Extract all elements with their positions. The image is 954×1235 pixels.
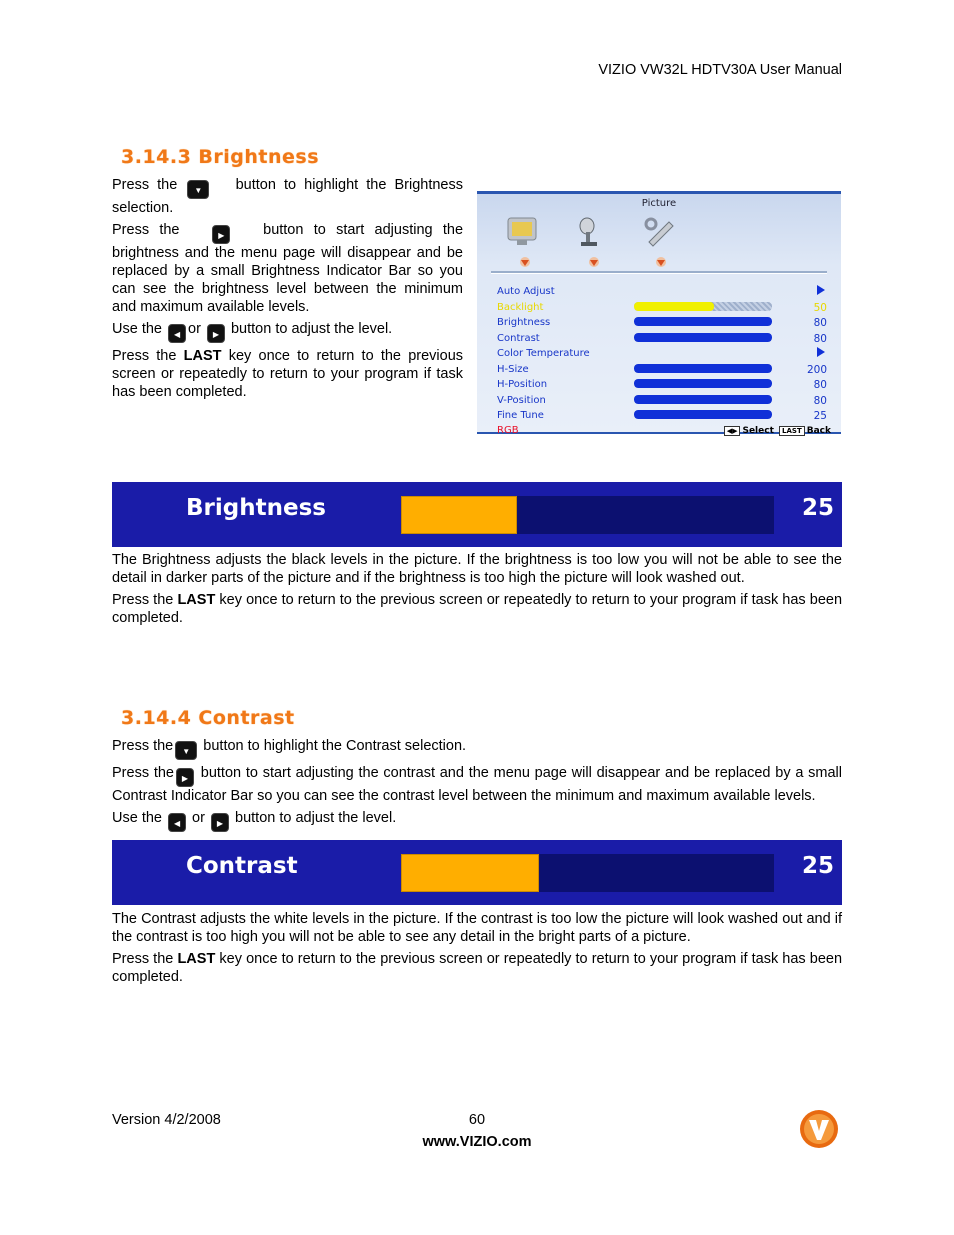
- submenu-arrow-icon: [817, 285, 825, 295]
- nav-arrows-key-icon: ◀▶: [724, 426, 741, 436]
- down-arrow-icon: [586, 256, 602, 268]
- brightness-description: [112, 551, 842, 631]
- contrast-description: [112, 910, 842, 990]
- text-span: button to start adjusting the contrast and the menu page will disappear and be replaced by a small Contrast Indicator Bar so you can see the contrast level between the minimum and maximum available levels.: [112, 765, 843, 804]
- menu-title: Picture: [641, 198, 677, 209]
- menu-item-level-fill: [634, 333, 772, 342]
- text-span: button to start adjusting the brightness and the menu page will disappear and be replaced by a small Brightness Indicator Bar so you can see the brightness level between the minimum and maximum available levels.: [112, 222, 464, 315]
- menu-item-value: 50: [813, 301, 827, 314]
- menu-item[interactable]: [497, 407, 827, 422]
- menu-item[interactable]: [497, 392, 827, 407]
- page-number: 60: [468, 1112, 486, 1128]
- text-span: Press the: [112, 348, 177, 364]
- menu-item-level-fill: [634, 317, 772, 326]
- right-arrow-key-icon: ▶: [212, 225, 230, 244]
- menu-item-level-bar: [634, 302, 772, 311]
- menu-item-level-bar: [634, 364, 772, 373]
- right-arrow-key-icon: ▶: [207, 324, 225, 343]
- brightness-level-fill: [401, 496, 517, 534]
- text-span: key once to return to the previous screen or repeatedly to return to your program if task has been completed.: [112, 951, 843, 985]
- text-span: or: [192, 810, 205, 826]
- menu-item[interactable]: [497, 345, 827, 360]
- down-arrow-icon: [653, 256, 669, 268]
- contrast-instructions: [112, 737, 842, 836]
- menu-item[interactable]: [497, 376, 827, 391]
- menu-item-level-bar: [634, 333, 772, 342]
- last-key-label: LAST: [177, 592, 216, 608]
- menu-nav-hints: [722, 422, 831, 440]
- menu-item-level-fill: [634, 364, 772, 373]
- menu-item[interactable]: [497, 283, 827, 298]
- menu-item-label: Brightness: [497, 317, 551, 328]
- contrast-last-note: [112, 950, 842, 986]
- brightness-instructions: [112, 176, 463, 405]
- contrast-indicator-bar: [112, 840, 842, 905]
- last-key-icon: LAST: [779, 426, 805, 436]
- text-span: key once to return to the previous screen or repeatedly to return to your program if task has been completed.: [112, 348, 464, 400]
- text-span: Press the: [112, 592, 174, 608]
- right-arrow-key-icon: ▶: [176, 768, 194, 787]
- manual-title: VIZIO VW32L HDTV30A User Manual: [598, 62, 842, 78]
- menu-item[interactable]: [497, 361, 827, 376]
- menu-item-level-fill: [634, 302, 714, 311]
- menu-item[interactable]: [497, 314, 827, 329]
- menu-item[interactable]: [497, 299, 827, 314]
- menu-item-label: Backlight: [497, 301, 544, 313]
- text-span: button to highlight the Brightness selection.: [112, 177, 463, 216]
- back-hint: Back: [806, 426, 831, 436]
- brightness-level-track: [401, 496, 774, 534]
- contrast-step-2: [112, 764, 842, 805]
- down-arrow-key-icon: ▼: [175, 741, 197, 760]
- menu-item-level-fill: [634, 379, 772, 388]
- text-span: Press the: [112, 765, 174, 781]
- right-arrow-key-icon: ▶: [211, 813, 229, 832]
- picture-menu-screenshot: [477, 191, 841, 434]
- left-arrow-key-icon: ◀: [168, 324, 186, 343]
- brightness-step-4: [112, 347, 463, 401]
- menu-item-level-fill: [634, 410, 772, 419]
- menu-item-level-bar: [634, 410, 772, 419]
- menu-item-value: 80: [813, 394, 827, 407]
- menu-item-value: 200: [806, 363, 827, 376]
- brightness-indicator-value: 25: [801, 495, 834, 521]
- contrast-level-track: [401, 854, 774, 892]
- contrast-step-1: [112, 737, 842, 760]
- contrast-step-3: [112, 809, 842, 832]
- version-label: Version 4/2/2008: [112, 1112, 221, 1128]
- brightness-indicator-label: Brightness: [186, 495, 326, 521]
- submenu-arrow-icon: [817, 347, 825, 357]
- vizio-logo-icon: [799, 1109, 839, 1149]
- menu-item-label: Color Temperature: [497, 348, 590, 359]
- last-key-label: LAST: [177, 951, 216, 967]
- menu-item-value: 25: [813, 410, 827, 422]
- menu-item-level-fill: [634, 395, 772, 404]
- brightness-step-2: [112, 221, 463, 316]
- menu-item-value: 80: [813, 332, 827, 345]
- text-span: button to adjust the level.: [235, 810, 397, 826]
- menu-item-level-bar: [634, 379, 772, 388]
- website-url[interactable]: www.VIZIO.com: [422, 1134, 532, 1150]
- menu-item-label: Auto Adjust: [497, 286, 555, 297]
- brightness-step-1: [112, 176, 463, 217]
- text-span: Use the: [112, 810, 162, 826]
- select-hint: Select: [742, 426, 774, 436]
- contrast-indicator-label: Contrast: [186, 853, 298, 879]
- contrast-heading: 3.14.4 Contrast: [121, 707, 295, 729]
- menu-item-label: Contrast: [497, 332, 540, 344]
- menu-item-value: 80: [813, 379, 827, 391]
- brightness-last-note: [112, 591, 842, 627]
- text-span: button to highlight the Contrast selection.: [203, 738, 467, 754]
- down-arrow-key-icon: ▼: [187, 180, 209, 199]
- menu-item-label: H-Position: [497, 379, 548, 390]
- wrench-settings-icon: [643, 216, 677, 248]
- menu-item-value: 80: [813, 317, 827, 329]
- menu-item-label: V-Position: [497, 394, 546, 406]
- menu-item[interactable]: [497, 330, 827, 345]
- tv-picture-icon: [505, 216, 539, 248]
- satellite-dish-icon: [575, 216, 609, 248]
- text-span: Use the: [112, 321, 162, 337]
- menu-divider: [491, 271, 827, 274]
- input-source-label: RGB: [497, 425, 519, 436]
- text-span: Press the: [112, 222, 180, 238]
- menu-item-level-bar: [634, 317, 772, 326]
- text-span: key once to return to the previous screen or repeatedly to return to your program if task has been completed.: [112, 592, 843, 626]
- contrast-desc-text: The Contrast adjusts the white levels in the picture. If the contrast is too low the picture will look washed out and if the contrast is too high you will not be able to see any detail in the bright parts of a picture.: [112, 911, 842, 945]
- brightness-step-3: [112, 320, 463, 343]
- text-span: button to adjust the level.: [230, 321, 393, 337]
- brightness-desc-text: The Brightness adjusts the black levels in the picture. If the brightness is too low you will not be able to see the detail in darker parts of the picture and if the brightness is too high the picture will look washed out.: [112, 552, 842, 586]
- left-arrow-key-icon: ◀: [168, 813, 186, 832]
- text-span: Press the: [112, 177, 178, 193]
- contrast-level-fill: [401, 854, 539, 892]
- brightness-indicator-bar: [112, 482, 842, 547]
- menu-item-label: H-Size: [497, 363, 529, 375]
- text-span: or: [188, 321, 201, 337]
- menu-item-label: Fine Tune: [497, 410, 544, 421]
- menu-item-level-bar: [634, 395, 772, 404]
- text-span: Press the: [112, 738, 174, 754]
- contrast-indicator-value: 25: [801, 853, 834, 879]
- text-span: Press the: [112, 951, 174, 967]
- brightness-heading: 3.14.3 Brightness: [121, 146, 320, 168]
- down-arrow-icon: [517, 256, 533, 268]
- last-key-label: LAST: [183, 348, 222, 364]
